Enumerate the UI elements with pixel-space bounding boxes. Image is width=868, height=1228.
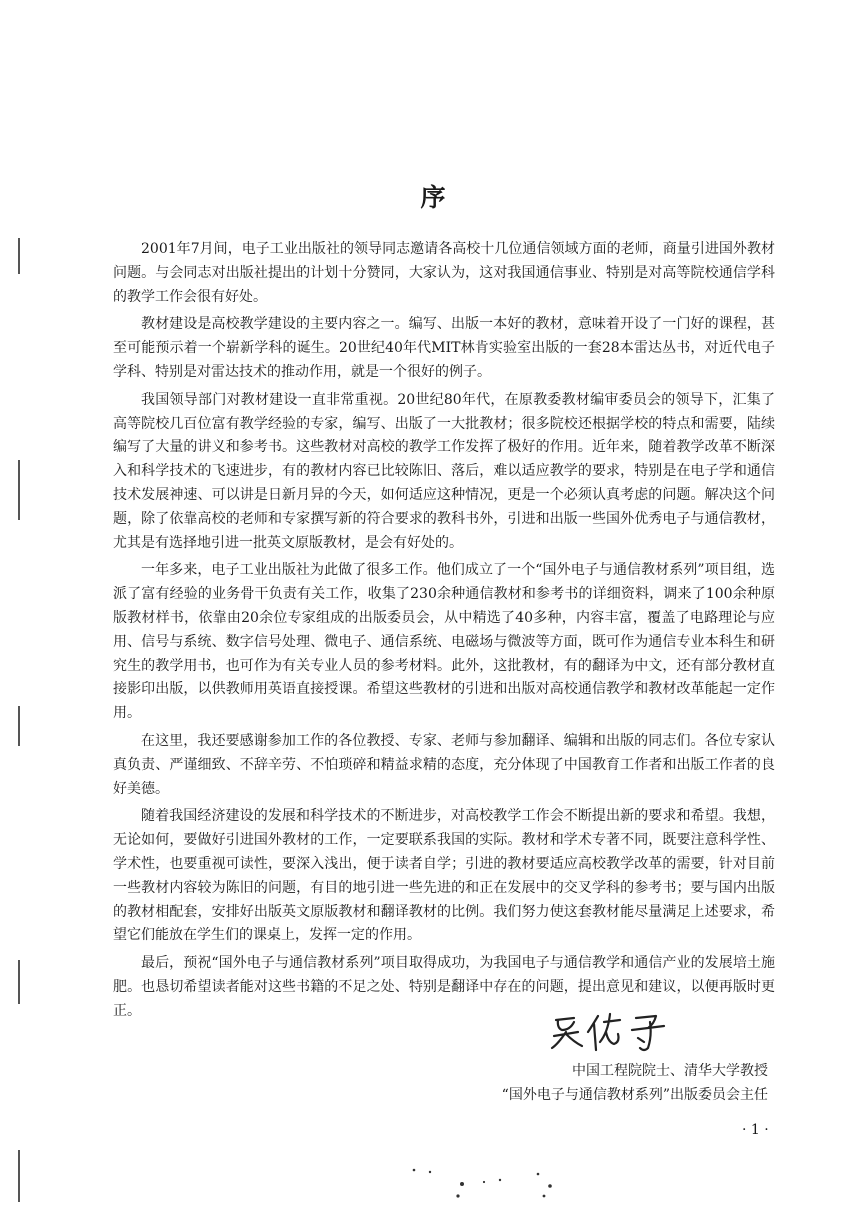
page-title: 序 <box>420 183 448 212</box>
scan-edge-mark-4 <box>18 960 20 1004</box>
handwritten-signature <box>548 1008 678 1058</box>
paragraph-3: 我国领导部门对教材建设一直非常重视。20世纪80年代，在原教委教材编审委员会的领导下，汇集了高等院校几百位富有教学经验的专家，编写、出版了一大批教材；很多院校还根据学校的特点和需要，陆续编写了大量的讲义和参考书。这些教材对高校的教学工作发挥了极好的作用。近年来，随着教学改革不断深入和科学技术的飞速进步，有的教材内容已比较陈旧、落后，难以适应教学的要求，特别是在电子学和通信技术发展神速、可以讲是日新月异的今天，如何适应这种情况，更是一个必须认真考虑的问题。解决这个问题，除了依靠高校的老师和专家撰写新的符合要求的教科书外，引进和出版一些国外优秀电子与通信教材，尤其是有选择地引进一批英文原版教材，是会有好处的。 <box>113 391 775 551</box>
author-title: 中国工程院院士、清华大学教授 <box>572 1063 768 1079</box>
paragraph-6: 随着我国经济建设的发展和科学技术的不断进步，对高校教学工作会不断提出新的要求和希望。我想，无论如何，要做好引进国外教材的工作，一定要联系我国的实际。教材和学术专著不同，既要注意科学性、学术性，也要重视可读性，要深入浅出，便于读者自学；引进的教材要适应高校教学改革的需要，针对目前一些教材内容较为陈旧的问题，有目的地引进一些先进的和正在发展中的交叉学科的参考书；要与国内出版的教材相配套，安排好出版英文原版教材和翻译教材的比例。我们努力使这套教材能尽量满足上述要求，希望它们能放在学生们的课桌上，发挥一定的作用。 <box>113 808 775 944</box>
page-number: · 1 · <box>742 1122 769 1138</box>
scan-noise-marks <box>400 1162 580 1202</box>
preface-body <box>113 238 775 1024</box>
paragraph-4: 一年多来，电子工业出版社为此做了很多工作。他们成立了一个“国外电子与通信教材系列”项目组，选派了富有经验的业务骨干负责有关工作，收集了230余种通信教材和参考书的详细资料，调来了100余种原版教材样书，依靠由20余位专家组成的出版委员会，从中精选了40多种，内容丰富，覆盖了电路理论与应用、信号与系统、数字信号处理、微电子、通信系统、电磁场与微波等方面，既可作为通信专业本科生和研究生的教学用书，也可作为有关专业人员的参考材料。此外，这批教材，有的翻译为中文，还有部分教材直接影印出版，以供教师用英语直接授课。希望这些教材的引进和出版对高校通信教学和教材改革能起一定作用。 <box>113 562 775 722</box>
paragraph-7: 最后，预祝“国外电子与通信教材系列”项目取得成功，为我国电子与通信教学和通信产业的发展培土施肥。也恳切希望读者能对这些书籍的不足之处、特别是翻译中存在的问题，提出意见和建议，以便再版时更正。 <box>113 955 775 1019</box>
paragraph-2: 教材建设是高校教学建设的主要内容之一。编写、出版一本好的教材，意味着开设了一门好的课程，甚至可能预示着一个崭新学科的诞生。20世纪40年代MIT林肯实验室出版的一套28本雷达丛书，对近代电子学科、特别是对雷达技术的推动作用，就是一个很好的例子。 <box>113 316 775 380</box>
scan-edge-mark-3 <box>18 706 20 746</box>
author-role: “国外电子与通信教材系列”出版委员会主任 <box>501 1087 768 1103</box>
scan-edge-mark-2 <box>18 460 20 520</box>
scan-edge-mark-1 <box>18 238 20 274</box>
paragraph-5: 在这里，我还要感谢参加工作的各位教授、专家、老师与参加翻译、编辑和出版的同志们。各位专家认真负责、严谨细致、不辞辛劳、不怕琐碎和精益求精的态度，充分体现了中国教育工作者和出版工作者的良好美德。 <box>113 732 775 797</box>
paragraph-1: 2001年7月间，电子工业出版社的领导同志邀请各高校十几位通信领域方面的老师，商量引进国外教材问题。与会同志对出版社提出的计划十分赞同，大家认为，这对我国通信事业、特别是对高等院校通信学科的教学工作会很有好处。 <box>113 241 775 305</box>
scan-edge-mark-5 <box>18 1150 20 1202</box>
